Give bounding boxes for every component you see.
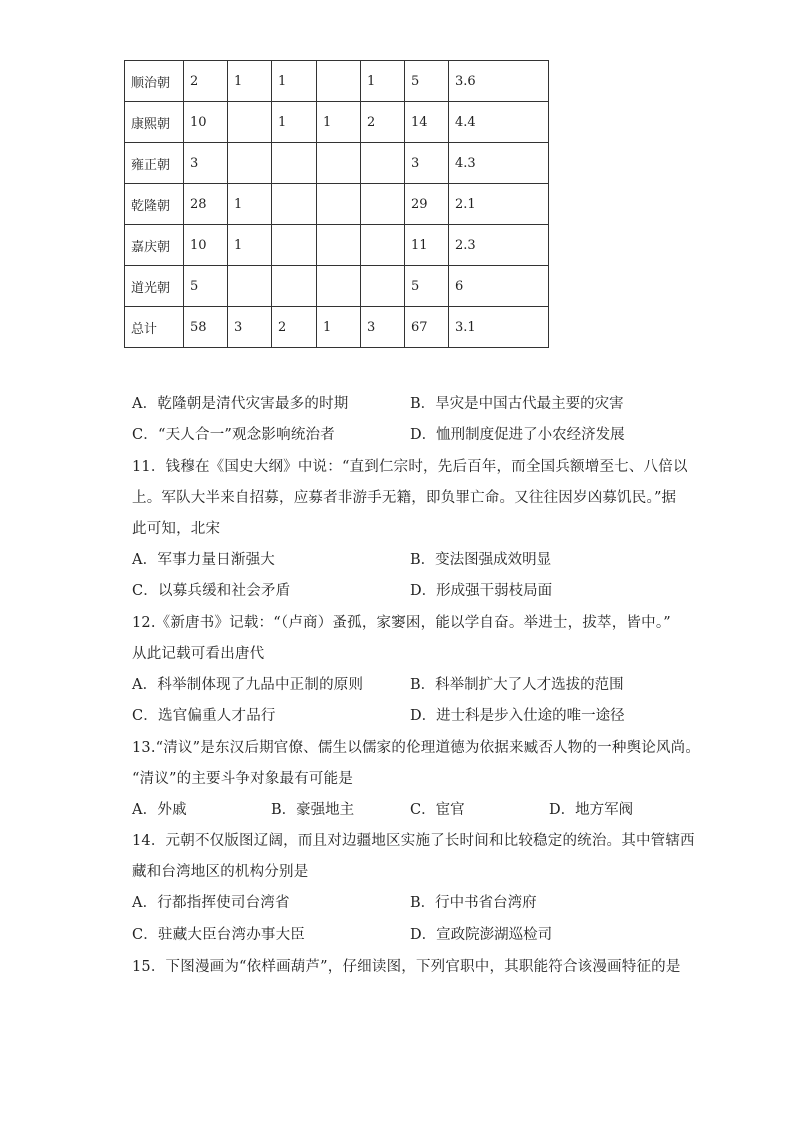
table-row-label: 康熙朝 bbox=[125, 102, 184, 143]
table-row bbox=[125, 184, 549, 225]
q11-option-c[interactable]: C．以募兵缓和社会矛盾 bbox=[132, 583, 291, 599]
q13-option-a[interactable]: A．外戚 bbox=[132, 802, 187, 818]
q10-option-c[interactable]: C．“天人合一”观念影响统治者 bbox=[132, 427, 335, 443]
table-cell bbox=[272, 266, 317, 307]
table-cell: 58 bbox=[184, 307, 228, 348]
table-cell bbox=[317, 266, 361, 307]
table-row bbox=[125, 307, 549, 348]
table-cell: 2.1 bbox=[449, 184, 549, 225]
q13-stem-line2: “清议”的主要斗争对象最有可能是 bbox=[132, 771, 354, 787]
table-cell: 4.4 bbox=[449, 102, 549, 143]
q12-stem-line2: 从此记载可看出唐代 bbox=[132, 646, 265, 662]
q13-stem-line1: 13.“清议”是东汉后期官僚、儒生以儒家的伦理道德为依据来臧否人物的一种舆论风尚。 bbox=[132, 740, 701, 756]
q14-option-b[interactable]: B．行中书省台湾府 bbox=[410, 895, 537, 911]
table-cell: 28 bbox=[184, 184, 228, 225]
q14-stem-line1: 14．元朝不仅版图辽阔，而且对边疆地区实施了长时间和比较稳定的统治。其中管辖西 bbox=[132, 833, 695, 849]
q11-stem-line1: 11．钱穆在《国史大纲》中说：“直到仁宗时，先后百年，而全国兵额增至七、八倍以 bbox=[132, 459, 688, 475]
table-cell bbox=[272, 143, 317, 184]
table-row-label: 嘉庆朝 bbox=[125, 225, 184, 266]
table-row-label: 道光朝 bbox=[125, 266, 184, 307]
q11-stem-line2: 上。军队大半来自招募，应募者非游手无籍，即负罪亡命。又往往因岁凶募饥民。”据 bbox=[132, 490, 677, 506]
q12-option-b[interactable]: B．科举制扩大了人才选拔的范围 bbox=[410, 677, 624, 693]
table-cell bbox=[361, 184, 405, 225]
q14-stem-line2: 藏和台湾地区的机构分别是 bbox=[132, 864, 309, 880]
table-cell bbox=[272, 225, 317, 266]
table-cell: 1 bbox=[317, 102, 361, 143]
table-cell: 5 bbox=[405, 61, 449, 102]
q11-stem-line3: 此可知，北宋 bbox=[132, 521, 221, 537]
table-cell: 29 bbox=[405, 184, 449, 225]
q10-option-d[interactable]: D．恤刑制度促进了小农经济发展 bbox=[410, 427, 625, 443]
table-cell: 3 bbox=[228, 307, 272, 348]
table-cell: 3.1 bbox=[449, 307, 549, 348]
table-cell: 5 bbox=[405, 266, 449, 307]
q11-option-d[interactable]: D．形成强干弱枝局面 bbox=[410, 583, 553, 599]
table-row-label: 总计 bbox=[125, 307, 184, 348]
table-cell bbox=[228, 266, 272, 307]
q11-option-a[interactable]: A．军事力量日渐强大 bbox=[132, 552, 275, 568]
table-cell: 1 bbox=[317, 307, 361, 348]
table-row bbox=[125, 61, 549, 102]
table-cell: 10 bbox=[184, 225, 228, 266]
table-row bbox=[125, 143, 549, 184]
table-cell bbox=[317, 225, 361, 266]
table-cell: 3 bbox=[361, 307, 405, 348]
table-row bbox=[125, 225, 549, 266]
table-cell: 2 bbox=[272, 307, 317, 348]
q10-option-b[interactable]: B．旱灾是中国古代最主要的灾害 bbox=[410, 396, 624, 412]
table-cell: 11 bbox=[405, 225, 449, 266]
table-cell: 10 bbox=[184, 102, 228, 143]
q11-option-b[interactable]: B．变法图强成效明显 bbox=[410, 552, 552, 568]
q15-stem-line1: 15．下图漫画为“依样画葫芦”，仔细读图，下列官职中，其职能符合该漫画特征的是 bbox=[132, 959, 681, 975]
table-row-label: 乾隆朝 bbox=[125, 184, 184, 225]
q14-option-d[interactable]: D．宣政院澎湖巡检司 bbox=[410, 927, 553, 943]
q10-option-a[interactable]: A．乾隆朝是清代灾害最多的时期 bbox=[132, 396, 349, 412]
q12-stem-line1: 12.《新唐书》记载：“（卢商）蚤孤，家窭困，能以学自奋。举进士，拔萃，皆中。” bbox=[132, 615, 671, 631]
table-cell: 1 bbox=[228, 61, 272, 102]
q12-option-a[interactable]: A．科举制体现了九品中正制的原则 bbox=[132, 677, 364, 693]
table-cell: 3 bbox=[184, 143, 228, 184]
table-cell bbox=[317, 143, 361, 184]
table-cell bbox=[317, 184, 361, 225]
table-cell: 2 bbox=[361, 102, 405, 143]
q12-option-d[interactable]: D．进士科是步入仕途的唯一途径 bbox=[410, 708, 625, 724]
table-cell: 1 bbox=[361, 61, 405, 102]
q14-option-c[interactable]: C．驻藏大臣台湾办事大臣 bbox=[132, 927, 305, 943]
table-cell: 3.6 bbox=[449, 61, 549, 102]
q13-option-b[interactable]: B．豪强地主 bbox=[271, 802, 355, 818]
q13-option-c[interactable]: C．宦官 bbox=[410, 802, 465, 818]
table-cell: 1 bbox=[272, 102, 317, 143]
table-cell: 2 bbox=[184, 61, 228, 102]
q14-option-a[interactable]: A．行都指挥使司台湾省 bbox=[132, 895, 290, 911]
table-cell bbox=[361, 266, 405, 307]
table-cell bbox=[317, 61, 361, 102]
table-cell: 1 bbox=[228, 225, 272, 266]
table-cell: 1 bbox=[228, 184, 272, 225]
table-cell bbox=[272, 184, 317, 225]
table-cell: 6 bbox=[449, 266, 549, 307]
table-cell bbox=[228, 102, 272, 143]
table-cell bbox=[228, 143, 272, 184]
table-cell: 67 bbox=[405, 307, 449, 348]
table-row bbox=[125, 102, 549, 143]
q13-option-d[interactable]: D．地方军阀 bbox=[549, 802, 634, 818]
table-cell: 1 bbox=[272, 61, 317, 102]
table-cell: 14 bbox=[405, 102, 449, 143]
disaster-statistics-table bbox=[124, 60, 549, 348]
table-cell: 3 bbox=[405, 143, 449, 184]
q12-option-c[interactable]: C．选官偏重人才品行 bbox=[132, 708, 276, 724]
table-cell: 2.3 bbox=[449, 225, 549, 266]
table-cell: 4.3 bbox=[449, 143, 549, 184]
table-row-label: 雍正朝 bbox=[125, 143, 184, 184]
table-cell bbox=[361, 143, 405, 184]
table-row bbox=[125, 266, 549, 307]
table-cell: 5 bbox=[184, 266, 228, 307]
table-row-label: 顺治朝 bbox=[125, 61, 184, 102]
table-cell bbox=[361, 225, 405, 266]
